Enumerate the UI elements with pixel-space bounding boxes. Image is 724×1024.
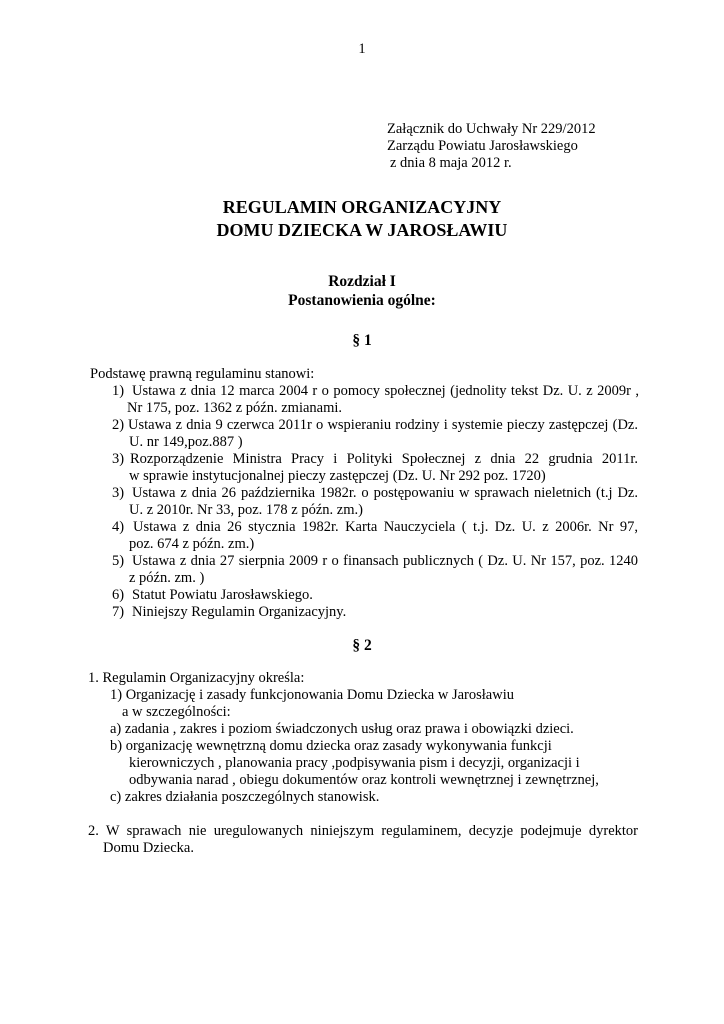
section-1-intro: Podstawę prawną regulaminu stanowi: bbox=[90, 366, 315, 382]
list-item-text: z późn. zm. ) bbox=[129, 570, 205, 586]
paragraph-1-point-c: c) zakres działania poszczególnych stanowisk. bbox=[110, 789, 380, 805]
paragraph-1-point-b: odbywania narad , obiegu dokumentów oraz kontroli wewnętrznej i zewnętrznej, bbox=[129, 772, 599, 788]
list-item-text: Nr 175, poz. 1362 z późn. zmianami. bbox=[127, 400, 343, 416]
paragraph-1-point-a: a) zadania , zakres i poziom świadczonych usług oraz prawa i obowiązki dzieci. bbox=[110, 721, 574, 737]
list-item-text: Ustawa z dnia 12 marca 2004 r o pomocy społecznej (jednolity tekst Dz. U. z 2009r , bbox=[132, 383, 639, 399]
list-item-number: 1) bbox=[112, 383, 125, 399]
list-item-number: 5) bbox=[112, 553, 125, 569]
list-item-text: Ustawa z dnia 26 stycznia 1982r. Karta Nauczyciela ( t.j. Dz. U. z 2006r. Nr 97, bbox=[133, 519, 638, 535]
annex-line-3: z dnia 8 maja 2012 r. bbox=[390, 155, 512, 171]
list-item-text: Niniejszy Regulamin Organizacyjny. bbox=[132, 604, 347, 620]
document-title-line-2: DOMU DZIECKA W JAROSŁAWIU bbox=[216, 220, 508, 240]
list-item-number: 4) bbox=[112, 519, 125, 535]
annex-line-1: Załącznik do Uchwały Nr 229/2012 bbox=[387, 121, 596, 137]
list-item-number: 2) bbox=[112, 417, 125, 433]
section-1-symbol: § 1 bbox=[352, 332, 372, 349]
paragraph-1-item-1-continued: a w szczególności: bbox=[122, 704, 231, 720]
list-item-number: 3) bbox=[112, 485, 125, 501]
section-2-symbol: § 2 bbox=[352, 637, 372, 654]
list-item-text: Ustawa z dnia 9 czerwca 2011r o wspieraniu rodziny i systemie pieczy zastępczej (Dz. bbox=[128, 417, 638, 433]
list-item-text: Ustawa z dnia 27 sierpnia 2009 r o finansach publicznych ( Dz. U. Nr 157, poz. 1240 bbox=[132, 553, 638, 569]
list-item-text: w sprawie instytucjonalnej pieczy zastępczej (Dz. U. Nr 292 poz. 1720) bbox=[129, 468, 546, 484]
list-item-number: 3) bbox=[112, 451, 125, 467]
list-item-number: 7) bbox=[112, 604, 125, 620]
list-item-text: U. z 2010r. Nr 33, poz. 178 z późn. zm.) bbox=[129, 502, 363, 518]
list-item-text: Statut Powiatu Jarosławskiego. bbox=[132, 587, 313, 603]
paragraph-1-point-b: b) organizację wewnętrzną domu dziecka oraz zasady wykonywania funkcji bbox=[110, 738, 552, 754]
paragraph-2: 2. W sprawach nie uregulowanych niniejszym regulaminem, decyzje podejmuje dyrektor bbox=[88, 823, 638, 839]
chapter-name: Postanowienia ogólne: bbox=[288, 292, 436, 309]
list-item-number: 6) bbox=[112, 587, 125, 603]
document-title-line-1: REGULAMIN ORGANIZACYJNY bbox=[222, 197, 502, 217]
page-number: 1 bbox=[358, 41, 366, 57]
list-item-text: Rozporządzenie Ministra Pracy i Polityki Społecznej z dnia 22 grudnia 2011r. bbox=[130, 451, 638, 467]
list-item-text: poz. 674 z późn. zm.) bbox=[129, 536, 255, 552]
chapter-number: Rozdział I bbox=[328, 273, 396, 290]
annex-line-2: Zarządu Powiatu Jarosławskiego bbox=[387, 138, 578, 154]
list-item-text: Ustawa z dnia 26 października 1982r. o postępowaniu w sprawach nieletnich (t.j Dz. bbox=[132, 485, 638, 501]
paragraph-1-intro: 1. Regulamin Organizacyjny określa: bbox=[88, 670, 305, 686]
paragraph-2-continued: Domu Dziecka. bbox=[103, 840, 194, 856]
paragraph-1-point-b: kierowniczych , planowania pracy ,podpisywania pism i decyzji, organizacji i bbox=[129, 755, 580, 771]
list-item-text: U. nr 149,poz.887 ) bbox=[129, 434, 243, 450]
paragraph-1-item-1: 1) Organizację i zasady funkcjonowania Domu Dziecka w Jarosławiu bbox=[110, 687, 514, 703]
